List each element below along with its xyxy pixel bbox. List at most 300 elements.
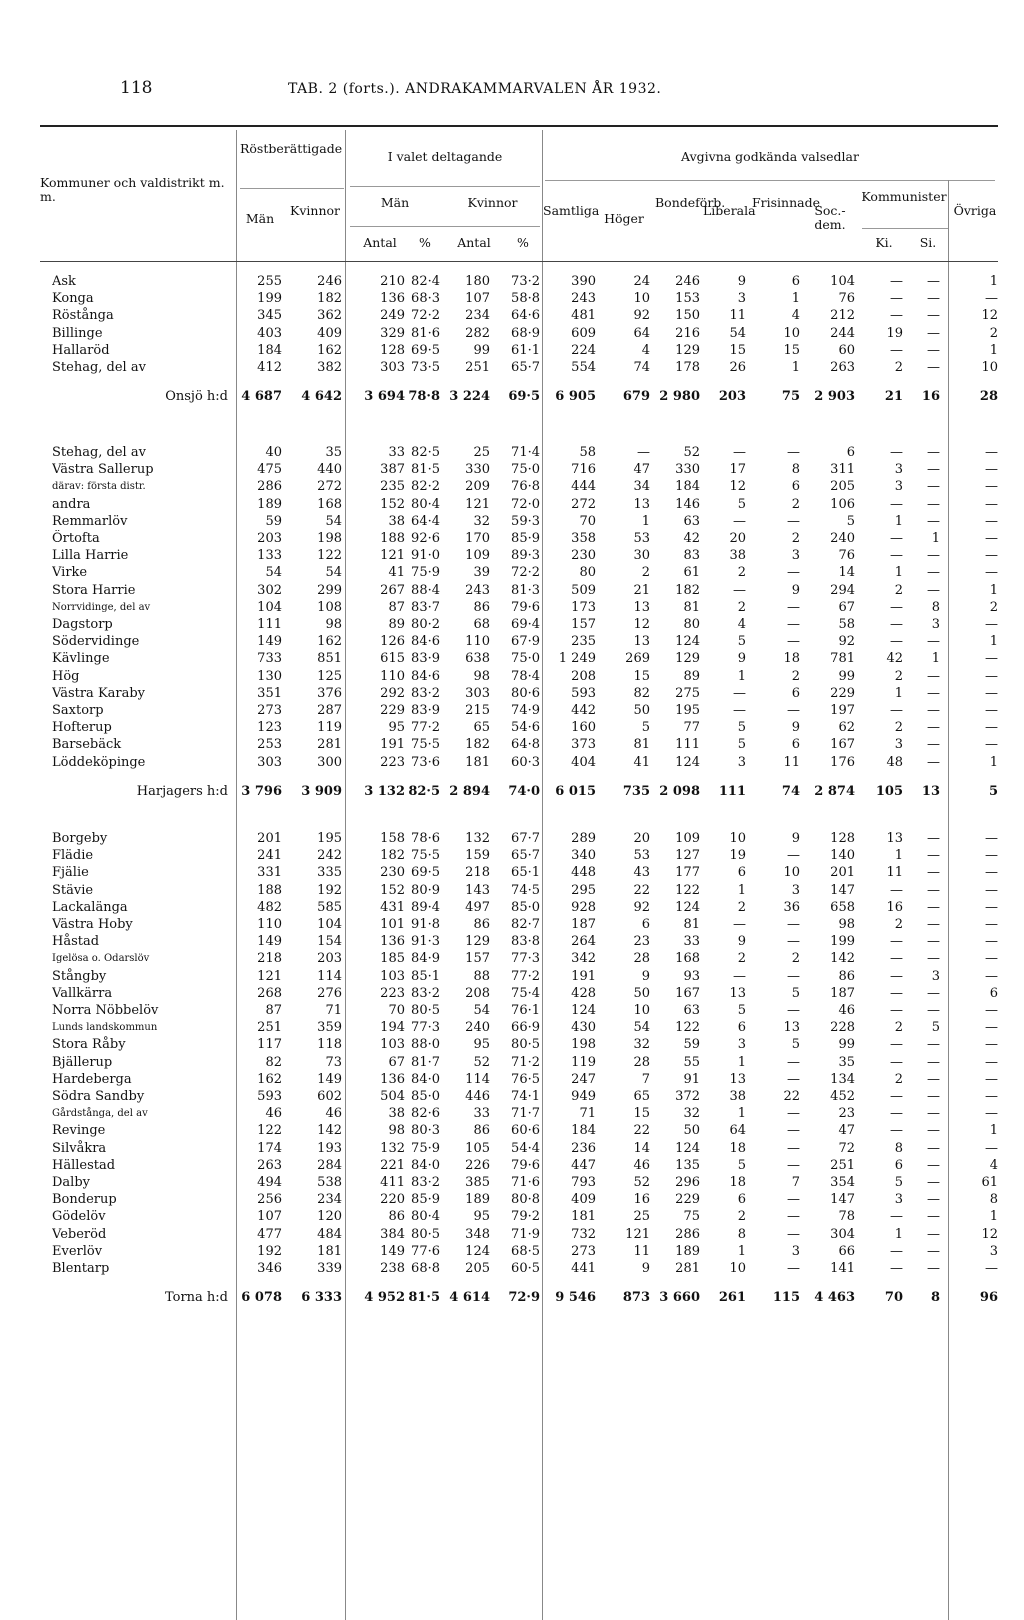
cell-ovriga: 2 (989, 599, 998, 615)
cell-ki: — (890, 985, 903, 1001)
cell-ovriga: — (985, 703, 998, 718)
cell-liberala: 9 (737, 651, 746, 667)
cell-liberala: 11 (729, 308, 746, 324)
cell-kvinnor: 46 (325, 1106, 342, 1122)
header-kommunister: Kommunister (861, 189, 947, 204)
cell-pct-kvinnor: 60·6 (511, 1123, 540, 1139)
cell-bondeforb: 77 (683, 720, 700, 736)
cell-hoger: 15 (633, 1106, 650, 1122)
cell-ovriga: — (985, 513, 998, 529)
cell-si: — (927, 720, 940, 736)
cell-ovriga: — (985, 899, 998, 915)
cell-pct-kvinnor: 65·7 (511, 360, 540, 375)
cell-ovriga: — (985, 737, 998, 753)
cell-liberala: 3 (737, 291, 746, 307)
cell-kvinnor: 242 (317, 848, 342, 864)
cell-bondeforb: 216 (675, 325, 700, 341)
cell-ovriga: — (985, 1140, 998, 1156)
cell-ki: — (890, 548, 903, 564)
cell-samtliga: 732 (571, 1226, 596, 1242)
cell-pct-man: 83·2 (411, 1175, 440, 1190)
cell-pct-kvinnor: 73·2 (511, 274, 540, 289)
cell-si: — (927, 445, 940, 460)
cell-pct-kvinnor: 79·6 (511, 1157, 540, 1173)
sum-row (0, 1289, 1024, 1306)
cell-samtliga: 160 (571, 720, 596, 736)
cell-pct-kvinnor: 77·2 (511, 968, 540, 984)
cell-antal-kvinnor: 208 (465, 985, 490, 1001)
cell-kommun (52, 933, 234, 950)
cell-si: — (927, 882, 940, 898)
cell-kommun (52, 985, 234, 1002)
cell-antal-kvinnor: 251 (465, 360, 490, 375)
cell-man: 82 (265, 1054, 282, 1070)
kommun-name: Stehag, del av (52, 445, 146, 460)
cell-liberala: — (733, 445, 746, 460)
kommun-name: Lilla Harrie (52, 548, 129, 564)
cell-antal-kvinnor: 143 (465, 882, 490, 898)
cell-pct-man: 75·9 (411, 565, 440, 581)
cell-frisinnade: 7 (791, 1175, 800, 1190)
cell-pct-kvinnor: 71·6 (511, 1175, 540, 1190)
cell-samtliga: 273 (571, 1243, 596, 1259)
cell-liberala: 19 (729, 848, 746, 864)
cell-kommun (52, 950, 234, 967)
cell-samtliga: 390 (571, 274, 596, 289)
cell-kommun (52, 1071, 234, 1088)
cell-liberala: 6 (737, 1020, 746, 1036)
kommun-name: Hallaröd (52, 342, 110, 358)
top-rule (40, 125, 998, 127)
table-row (0, 1122, 1024, 1139)
cell-pct-man: 92·6 (411, 531, 440, 546)
cell-liberala: 1 (737, 668, 746, 684)
cell-antal-kvinnor: 95 (473, 1209, 490, 1225)
table-row (0, 1054, 1024, 1071)
cell-man: 403 (257, 325, 282, 341)
cell-hoger: 22 (633, 1123, 650, 1139)
cell-bondeforb: 127 (675, 848, 700, 864)
cell-antal-kvinnor: 303 (465, 685, 490, 701)
sum-label: Onsjö h:d (165, 389, 228, 405)
cell-antal-man: 98 (388, 1123, 405, 1139)
cell-samtliga: 173 (571, 599, 596, 615)
cell-kvinnor: 182 (317, 291, 342, 307)
cell-socdem: 141 (830, 1261, 855, 1276)
cell-pct-man: 82·2 (411, 479, 440, 495)
cell-liberala: 5 (737, 496, 746, 512)
cell-antal-kvinnor: 109 (465, 548, 490, 564)
cell-kvinnor: 192 (317, 882, 342, 898)
cell-bondeforb: 81 (683, 917, 700, 932)
cell-hoger: 11 (633, 1243, 650, 1259)
cell-liberala: 5 (737, 720, 746, 736)
cell-frisinnade: 2 (791, 668, 800, 684)
header-si: Si. (919, 235, 937, 250)
cell-antal-man: 121 (380, 548, 405, 564)
cell-hoger: 10 (633, 1003, 650, 1018)
cell-antal-man: 87 (388, 599, 405, 615)
cell-pct-man: 82·6 (411, 1106, 440, 1122)
cell-frisinnade: — (787, 634, 800, 650)
cell-hoger: 32 (633, 1037, 650, 1053)
cell-frisinnade: 74 (781, 783, 800, 799)
cell-pct-kvinnor: 66·9 (511, 1020, 540, 1036)
cell-ovriga: 2 (989, 325, 998, 341)
table-row (0, 582, 1024, 599)
cell-kommun (52, 702, 234, 719)
cell-bondeforb: 229 (675, 1192, 700, 1208)
cell-frisinnade: 6 (791, 479, 800, 495)
cell-kvinnor: 122 (317, 548, 342, 564)
cell-antal-kvinnor: 33 (473, 1106, 490, 1122)
cell-socdem: 99 (838, 1037, 855, 1053)
cell-pct-kvinnor: 85·0 (511, 899, 540, 915)
cell-pct-kvinnor: 71·2 (511, 1054, 540, 1070)
table-row (0, 325, 1024, 342)
kommun-name: Håstad (52, 934, 100, 950)
cell-socdem: 58 (838, 617, 855, 632)
cell-antal-kvinnor: 243 (465, 582, 490, 598)
cell-antal-kvinnor: 170 (465, 531, 490, 546)
cell-hoger: 50 (633, 985, 650, 1001)
cell-si: — (927, 308, 940, 324)
kommun-name: Stehag, del av (52, 360, 146, 375)
cell-frisinnade: 1 (791, 360, 800, 375)
cell-pct-man: 75·5 (411, 737, 440, 753)
cell-man: 110 (257, 917, 282, 932)
cell-ovriga: — (985, 1003, 998, 1018)
cell-si: — (927, 985, 940, 1001)
cell-antal-kvinnor: 181 (465, 754, 490, 770)
cell-si: — (927, 1192, 940, 1208)
cell-antal-man: 230 (380, 865, 405, 881)
cell-kvinnor: 359 (317, 1020, 342, 1036)
cell-pct-man: 82·5 (411, 445, 440, 460)
cell-hoger: 64 (633, 325, 650, 341)
cell-liberala: 38 (729, 1089, 746, 1104)
cell-pct-man: 78·6 (411, 831, 440, 846)
cell-frisinnade: — (787, 1106, 800, 1122)
cell-ovriga: 12 (981, 1226, 998, 1242)
cell-samtliga: 243 (571, 291, 596, 307)
table-row (0, 1260, 1024, 1277)
cell-samtliga: 447 (571, 1157, 596, 1173)
cell-bondeforb: 55 (683, 1054, 700, 1070)
table-row (0, 650, 1024, 667)
cell-ovriga: — (985, 496, 998, 512)
cell-kvinnor: 168 (317, 496, 342, 512)
kommun-name: Revinge (52, 1123, 106, 1139)
sum-row (0, 388, 1024, 405)
table-row (0, 736, 1024, 753)
cell-kommun (52, 547, 234, 564)
cell-si: — (927, 342, 940, 358)
cell-antal-kvinnor: 159 (465, 848, 490, 864)
cell-antal-man: 182 (380, 848, 405, 864)
kommun-name: Västra Sallerup (52, 462, 154, 478)
cell-man: 59 (265, 513, 282, 529)
cell-kvinnor: 54 (325, 513, 342, 529)
cell-si: — (927, 865, 940, 881)
cell-ovriga: 1 (989, 342, 998, 358)
cell-ki: — (890, 934, 903, 950)
cell-frisinnade: 5 (791, 1037, 800, 1053)
cell-si: — (927, 565, 940, 581)
cell-antal-kvinnor: 209 (465, 479, 490, 495)
cell-ovriga: 10 (981, 360, 998, 375)
cell-kvinnor: 125 (317, 668, 342, 684)
cell-kvinnor: 120 (317, 1209, 342, 1225)
cell-hoger: 1 (641, 513, 650, 529)
cell-frisinnade: 5 (791, 985, 800, 1001)
cell-antal-man: 89 (388, 617, 405, 632)
header-liberala: Liberala (703, 203, 756, 218)
cell-frisinnade: — (787, 934, 800, 950)
kommun-name: därav: första distr. (52, 481, 146, 493)
cell-antal-man: 221 (380, 1157, 405, 1173)
cell-socdem: 35 (838, 1054, 855, 1070)
table-row (0, 1105, 1024, 1122)
cell-samtliga: 58 (579, 445, 596, 460)
cell-antal-man: 126 (380, 634, 405, 650)
cell-si: — (927, 513, 940, 529)
cell-socdem: 5 (846, 513, 855, 529)
cell-hoger: 13 (633, 599, 650, 615)
cell-hoger: 15 (633, 668, 650, 684)
cell-samtliga: 184 (571, 1123, 596, 1139)
cell-bondeforb: 109 (675, 831, 700, 846)
cell-pct-man: 80·5 (411, 1226, 440, 1242)
cell-kvinnor: 71 (325, 1003, 342, 1018)
cell-socdem: 228 (830, 1020, 855, 1036)
cell-socdem: 354 (830, 1175, 855, 1190)
cell-man: 121 (257, 968, 282, 984)
cell-kvinnor: 300 (317, 754, 342, 770)
cell-man: 346 (257, 1261, 282, 1276)
cell-samtliga: 208 (571, 668, 596, 684)
cell-pct-kvinnor: 54·4 (511, 1140, 540, 1156)
cell-ki: — (890, 1243, 903, 1259)
table-row (0, 968, 1024, 985)
cell-samtliga: 187 (571, 917, 596, 932)
cell-man: 331 (257, 865, 282, 881)
cell-samtliga: 80 (579, 565, 596, 581)
cell-bondeforb: 184 (675, 479, 700, 495)
cell-pct-kvinnor: 72·2 (511, 565, 540, 581)
cell-antal-man: 38 (388, 1106, 405, 1122)
cell-si: — (927, 291, 940, 307)
cell-bondeforb: 135 (675, 1157, 700, 1173)
cell-pct-man: 83·7 (411, 599, 440, 615)
header-bottom-rule (40, 261, 998, 262)
cell-antal-kvinnor: 180 (465, 274, 490, 289)
cell-man: 302 (257, 582, 282, 598)
cell-ki: 16 (886, 899, 903, 915)
cell-antal-man: 158 (380, 831, 405, 846)
cell-hoger: 20 (633, 831, 650, 846)
cell-pct-kvinnor: 76·1 (511, 1003, 540, 1018)
cell-bondeforb: 286 (675, 1226, 700, 1242)
cell-ovriga: — (985, 548, 998, 564)
cell-ovriga: — (985, 1089, 998, 1104)
cell-pct-man: 84·0 (411, 1157, 440, 1173)
cell-ki: 13 (886, 831, 903, 846)
cell-kvinnor: 162 (317, 342, 342, 358)
cell-ki: 1 (894, 1226, 903, 1242)
cell-kvinnor: 272 (317, 479, 342, 495)
cell-frisinnade: — (787, 703, 800, 718)
cell-bondeforb: 32 (683, 1106, 700, 1122)
cell-si: 1 (931, 651, 940, 667)
cell-antal-kvinnor: 182 (465, 737, 490, 753)
cell-ovriga: 3 (989, 1243, 998, 1259)
cell-pct-man: 80·4 (411, 1209, 440, 1225)
cell-hoger: 7 (641, 1071, 650, 1087)
cell-liberala: 5 (737, 1003, 746, 1018)
cell-bondeforb: 330 (675, 462, 700, 478)
cell-bondeforb: 281 (675, 1261, 700, 1276)
cell-socdem: 147 (830, 1192, 855, 1208)
cell-pct-kvinnor: 68·9 (511, 325, 540, 341)
cell-bondeforb: 75 (683, 1209, 700, 1225)
cell-antal-man: 223 (380, 754, 405, 770)
cell-bondeforb: 153 (675, 291, 700, 307)
cell-kommun (52, 719, 234, 736)
cell-hoger: 23 (633, 934, 650, 950)
cell-kommun (52, 633, 234, 650)
cell-antal-man: 329 (380, 325, 405, 341)
cell-ki: 3 (894, 1192, 903, 1208)
cell-samtliga: 124 (571, 1003, 596, 1018)
cell-ovriga: — (985, 882, 998, 898)
cell-bondeforb: 52 (683, 445, 700, 460)
kommun-name: Everlöv (52, 1243, 103, 1259)
table-row (0, 564, 1024, 581)
header-antal-kvinnor: Antal (457, 235, 491, 250)
cell-pct-kvinnor: 64·8 (511, 737, 540, 753)
cell-antal-kvinnor: 218 (465, 865, 490, 881)
cell-pct-kvinnor: 80·5 (511, 1037, 540, 1053)
header-hoger: Höger (604, 211, 644, 226)
cell-frisinnade: 115 (772, 1290, 800, 1306)
cell-samtliga: 340 (571, 848, 596, 864)
cell-kommun (52, 754, 234, 771)
cell-kommun (52, 847, 234, 864)
cell-hoger: 679 (622, 389, 650, 405)
header-frisinnade: Frisinnade (752, 195, 821, 210)
cell-samtliga: 481 (571, 308, 596, 324)
cell-kommun (52, 1208, 234, 1225)
cell-man: 251 (257, 1020, 282, 1036)
header-rule (350, 186, 540, 187)
cell-man: 149 (257, 934, 282, 950)
cell-socdem: 60 (838, 342, 855, 358)
cell-ovriga: 5 (988, 783, 998, 799)
cell-man: 255 (257, 274, 282, 289)
cell-man: 203 (257, 531, 282, 546)
cell-ki: 2 (894, 720, 903, 736)
cell-kvinnor: 339 (317, 1261, 342, 1276)
cell-si: — (927, 1140, 940, 1156)
cell-pct-kvinnor: 76·5 (511, 1071, 540, 1087)
cell-kommun (52, 1122, 234, 1139)
cell-man: 733 (257, 651, 282, 667)
cell-samtliga: 1 249 (558, 651, 596, 667)
kommun-name: Kävlinge (52, 651, 110, 667)
kommun-name: Bjällerup (52, 1054, 113, 1070)
cell-frisinnade: 9 (791, 720, 800, 736)
cell-pct-kvinnor: 71·7 (511, 1106, 540, 1122)
header-rule (545, 180, 995, 181)
cell-man: 241 (257, 848, 282, 864)
cell-frisinnade: 6 (791, 737, 800, 753)
table-row (0, 478, 1024, 495)
cell-ovriga: 1 (989, 582, 998, 598)
cell-samtliga: 9 546 (555, 1290, 596, 1306)
cell-pct-man: 68·3 (411, 291, 440, 307)
cell-liberala: 15 (729, 342, 746, 358)
cell-ki: — (890, 1123, 903, 1139)
cell-kommun (52, 564, 234, 581)
cell-liberala: 2 (737, 565, 746, 581)
cell-ovriga: — (985, 462, 998, 478)
cell-pct-man: 85·9 (411, 1192, 440, 1208)
cell-antal-kvinnor: 3 224 (449, 389, 490, 405)
cell-kvinnor: 198 (317, 531, 342, 546)
cell-kvinnor: 299 (317, 582, 342, 598)
cell-ovriga: 1 (989, 274, 998, 289)
table-row (0, 1088, 1024, 1105)
cell-socdem: 199 (830, 934, 855, 950)
cell-bondeforb: 246 (675, 274, 700, 289)
cell-hoger: 9 (641, 1261, 650, 1276)
cell-antal-man: 303 (380, 360, 405, 375)
cell-frisinnade: — (787, 565, 800, 581)
cell-pct-kvinnor: 85·9 (511, 531, 540, 546)
cell-samtliga: 442 (571, 703, 596, 718)
cell-man: 286 (257, 479, 282, 495)
cell-kommun (52, 478, 234, 495)
cell-kommun (52, 1088, 234, 1105)
cell-kommun (52, 668, 234, 685)
cell-man: 273 (257, 703, 282, 718)
cell-antal-kvinnor: 282 (465, 325, 490, 341)
cell-hoger: — (637, 445, 650, 460)
cell-antal-man: 67 (388, 1054, 405, 1070)
cell-pct-kvinnor: 72·9 (508, 1290, 540, 1306)
cell-samtliga: 71 (579, 1106, 596, 1122)
cell-frisinnade: — (787, 1261, 800, 1276)
cell-pct-man: 68·8 (411, 1261, 440, 1276)
cell-hoger: 53 (633, 531, 650, 546)
cell-ki: 5 (894, 1175, 903, 1190)
cell-liberala: 111 (718, 783, 746, 799)
header-rule (862, 228, 948, 229)
cell-kommun (52, 1243, 234, 1260)
cell-socdem: 251 (830, 1157, 855, 1173)
cell-bondeforb: 122 (675, 1020, 700, 1036)
cell-samtliga: 554 (571, 360, 596, 375)
cell-liberala: 17 (729, 462, 746, 478)
cell-socdem: 76 (838, 548, 855, 564)
cell-frisinnade: — (787, 968, 800, 984)
cell-liberala: 13 (729, 1071, 746, 1087)
cell-kommun (52, 1140, 234, 1157)
cell-antal-kvinnor: 446 (465, 1089, 490, 1104)
kommun-name: Södervidinge (52, 634, 140, 650)
cell-samtliga: 230 (571, 548, 596, 564)
